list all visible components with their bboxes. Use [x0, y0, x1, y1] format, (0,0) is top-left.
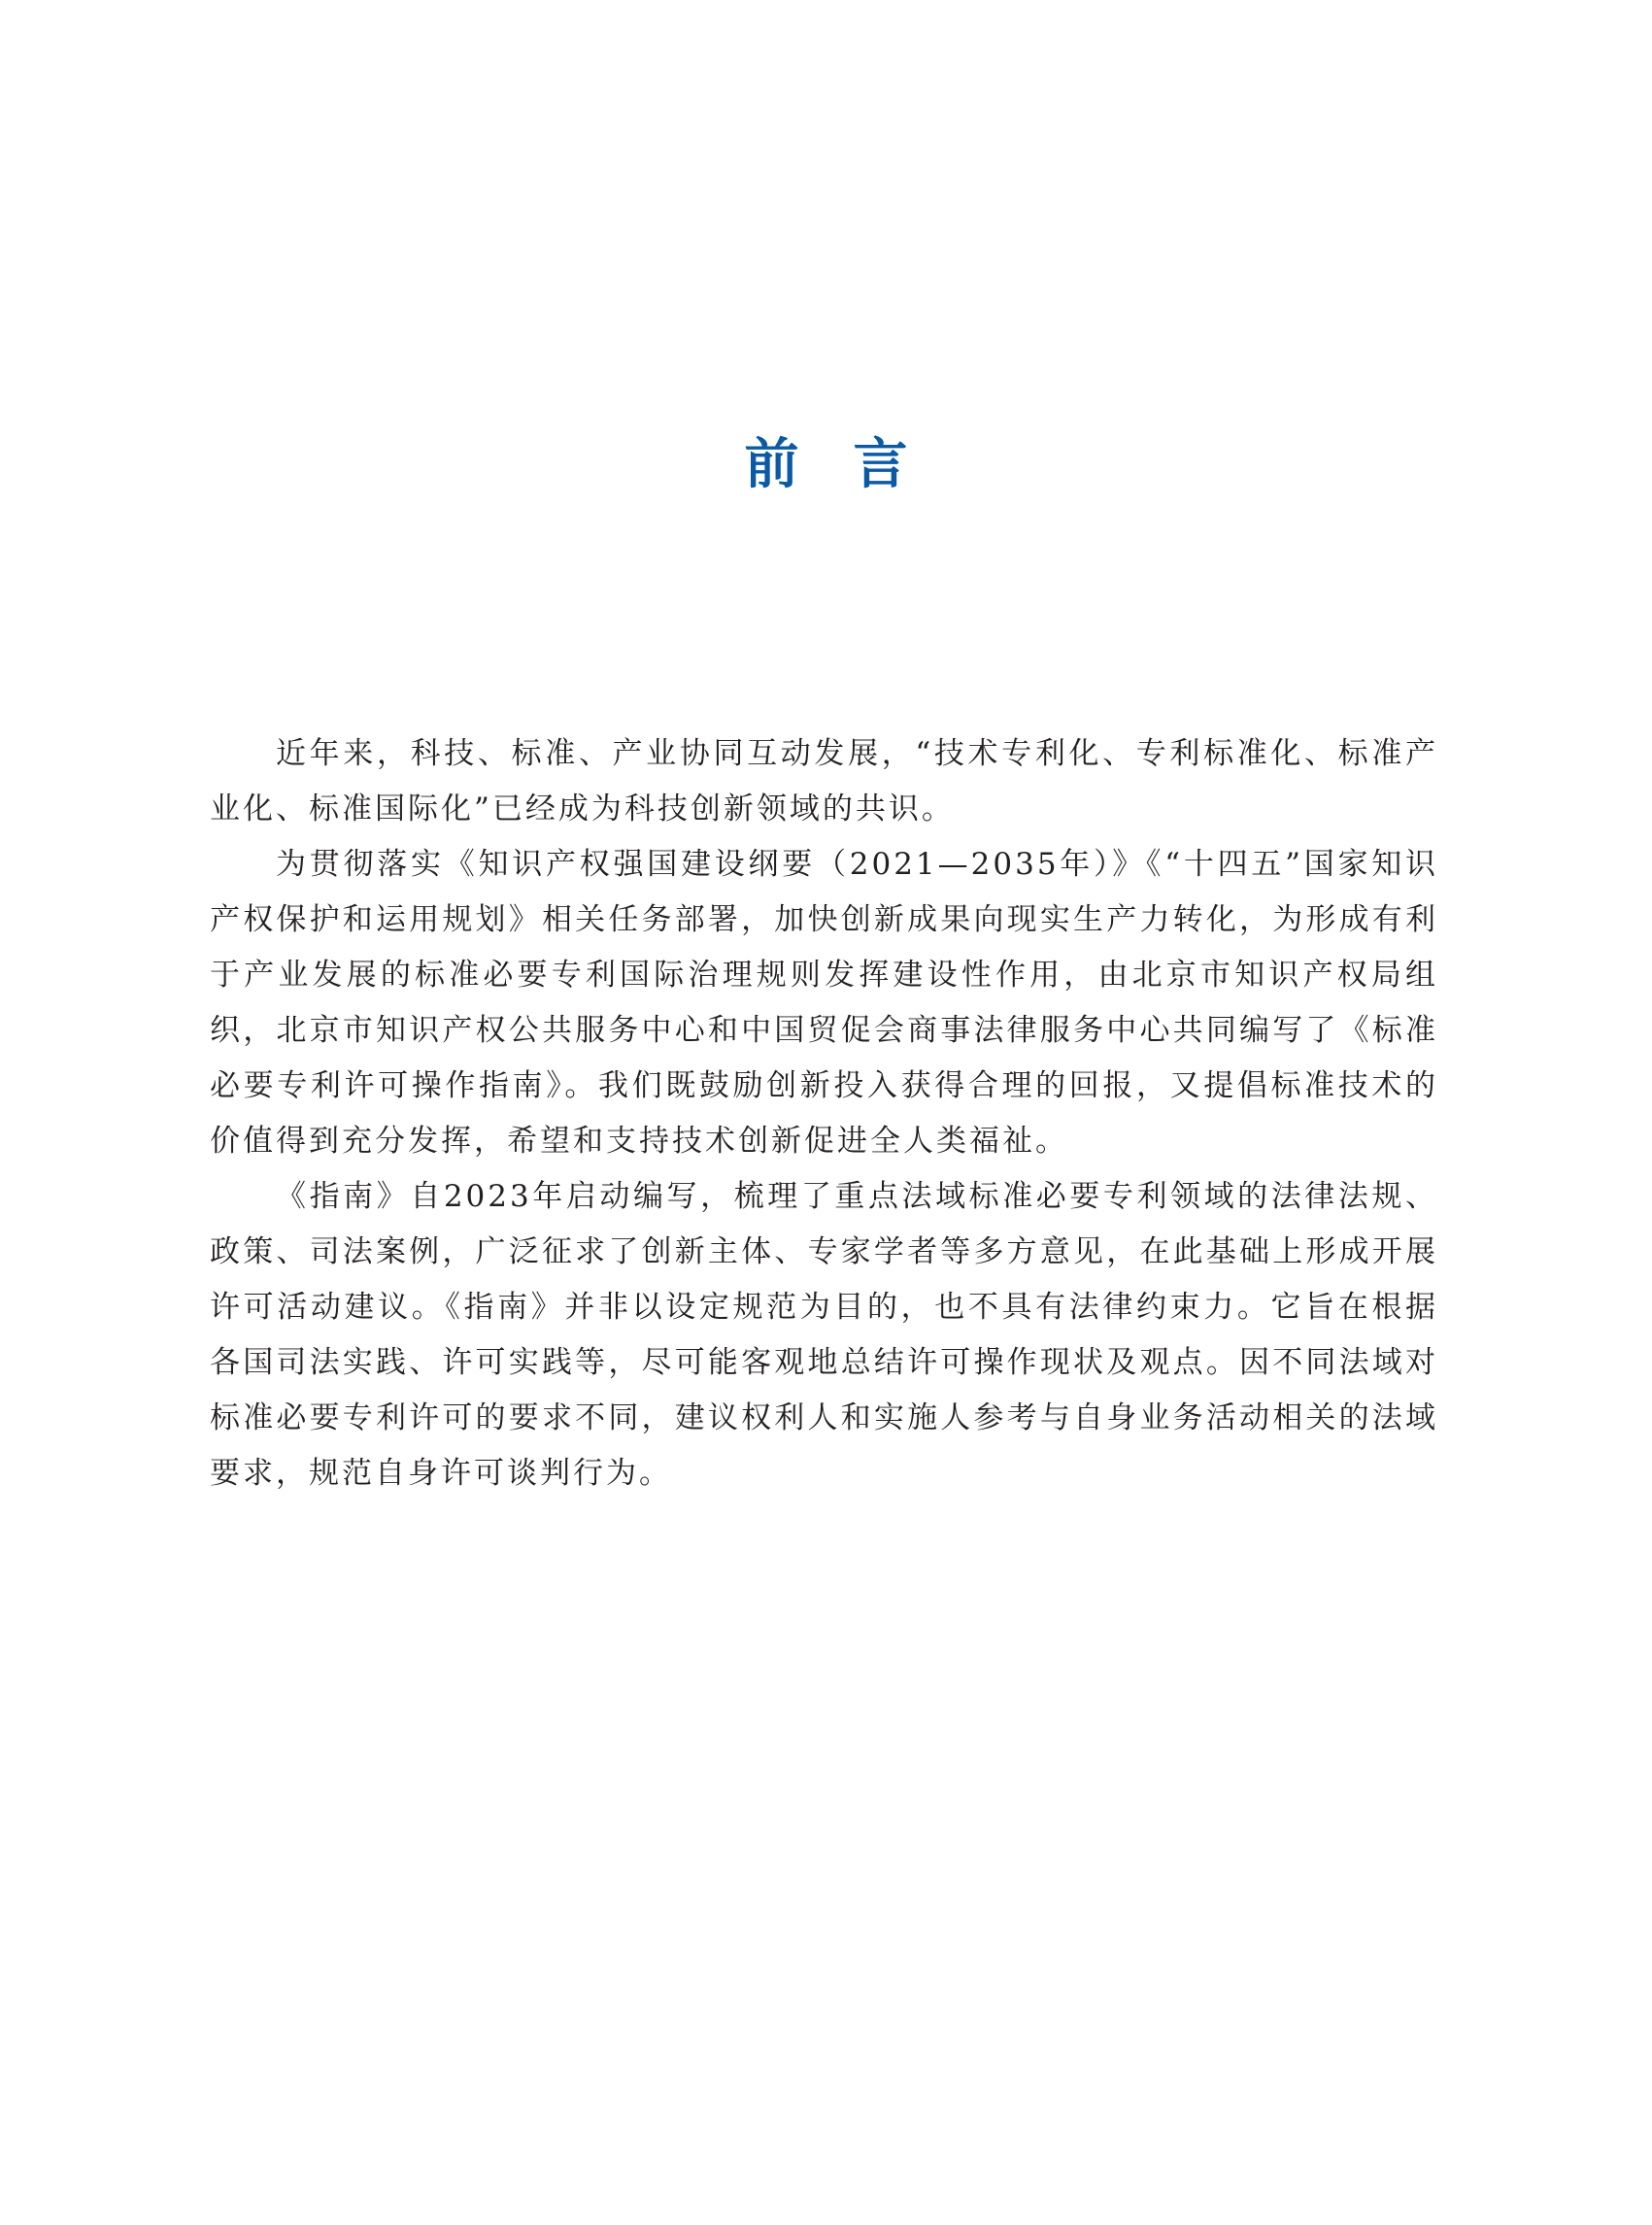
preface-body	[210, 726, 1438, 1501]
paragraph-2: 为贯彻落实《知识产权强国建设纲要（2021—2035年）》《“十四五”国家知识产权保护和运用规划》相关任务部署，加快创新成果向现实生产力转化，为形成有利于产业发展的标准必要专利国际治理规则发挥建设性作用，由北京市知识产权局组织，北京市知识产权公共服务中心和中国贸促会商事法律服务中心共同编写了《标准必要专利许可操作指南》。我们既鼓励创新投入获得合理的回报，又提倡标准技术的价值得到充分发挥，希望和支持技术创新促进全人类福祉。	[210, 847, 1438, 1159]
page-title: 前言	[744, 432, 962, 496]
paragraph-1: 近年来，科技、标准、产业协同互动发展，“技术专利化、专利标准化、标准产业化、标准国际化”已经成为科技创新领域的共识。	[210, 736, 1438, 826]
paragraph-3: 《指南》自2023年启动编写，梳理了重点法域标准必要专利领域的法律法规、政策、司法案例，广泛征求了创新主体、专家学者等多方意见，在此基础上形成开展许可活动建议。《指南》并非以设定规范为目的，也不具有法律约束力。它旨在根据各国司法实践、许可实践等，尽可能客观地总结许可操作现状及观点。因不同法域对标准必要专利许可的要求不同，建议权利人和实施人参考与自身业务活动相关的法域要求，规范自身许可谈判行为。	[210, 1179, 1438, 1491]
